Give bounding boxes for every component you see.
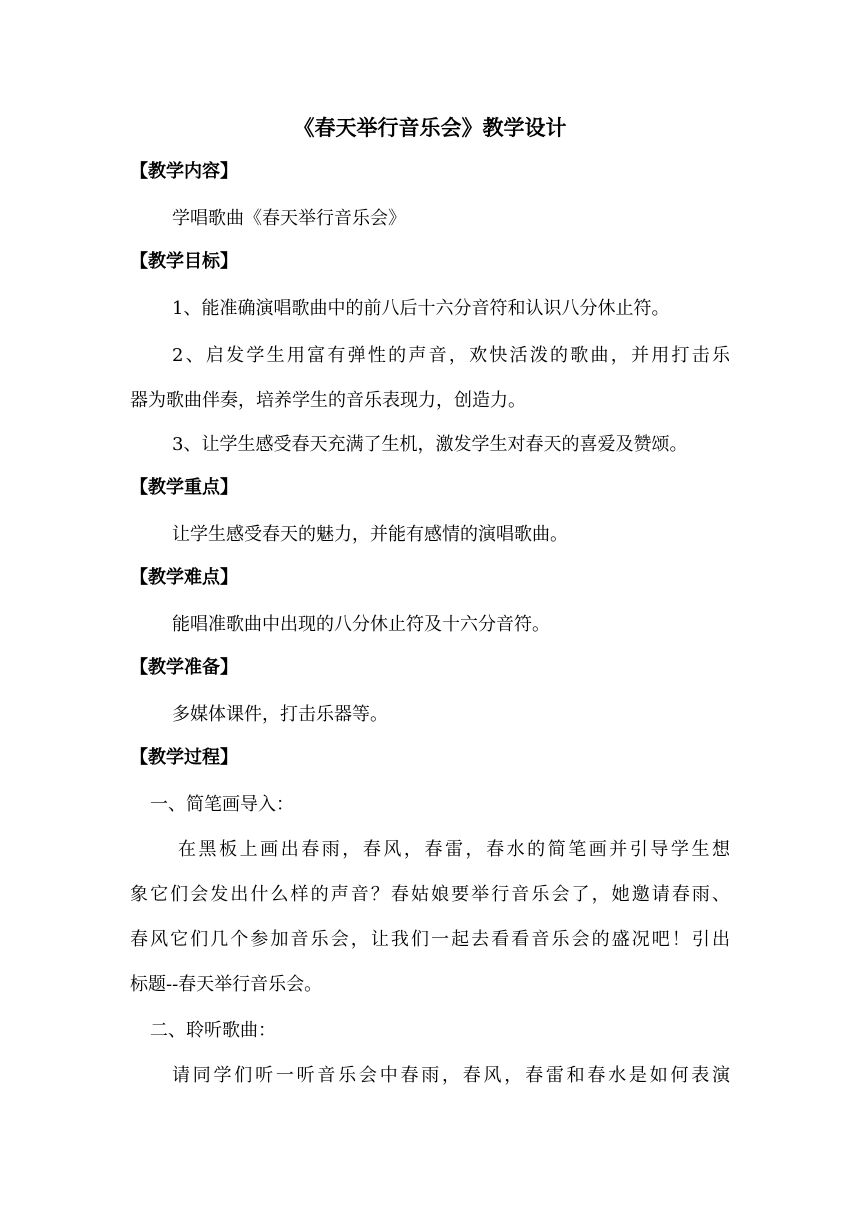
paragraph-goal-3 — [130, 422, 730, 467]
text-line: 在黑板上画出春雨，春风，春雷，春水的简笔画并引导学生想 — [178, 839, 730, 860]
text-line: 一、简笔画导入： — [150, 794, 294, 815]
text-line: 1、能准确演唱歌曲中的前八后十六分音符和认识八分休止符。 — [172, 298, 670, 319]
paragraph-step-2 — [130, 1053, 730, 1098]
text-line: 3、让学生感受春天充满了生机，激发学生对春天的喜爱及赞颂。 — [172, 434, 688, 455]
paragraph-key-points — [130, 512, 730, 557]
paragraph-step-1 — [130, 827, 730, 1007]
heading-teaching-goals: 【教学目标】 — [130, 251, 238, 272]
paragraph-difficulties — [130, 602, 730, 647]
heading-teaching-content: 【教学内容】 — [130, 161, 238, 182]
heading-difficulties: 【教学难点】 — [130, 567, 238, 588]
text-line: 二、聆听歌曲： — [150, 1020, 276, 1041]
paragraph-preparation — [130, 692, 730, 737]
text-line: 象它们会发出什么样的声音？春姑娘要举行音乐会了，她邀请春雨、 — [130, 884, 730, 905]
text-line: 2、启发学生用富有弹性的声音，欢快活泼的歌曲，并用打击乐 — [172, 345, 730, 366]
text-line: 器为歌曲伴奏，培养学生的音乐表现力，创造力。 — [130, 390, 526, 411]
heading-preparation: 【教学准备】 — [130, 657, 238, 678]
process-step-1-title — [130, 782, 730, 827]
text-line: 多媒体课件，打击乐器等。 — [172, 704, 388, 725]
text-line: 学唱歌曲《春天举行音乐会》 — [172, 208, 406, 229]
text-line: 标题--春天举行音乐会。 — [130, 974, 323, 995]
heading-process: 【教学过程】 — [130, 747, 238, 768]
text-line: 请同学们听一听音乐会中春雨，春风，春雷和春水是如何表演 — [172, 1065, 730, 1086]
text-line: 让学生感受春天的魅力，并能有感情的演唱歌曲。 — [172, 524, 568, 545]
process-step-2-title — [130, 1008, 730, 1053]
paragraph-teaching-content — [130, 196, 730, 241]
paragraph-goal-2 — [130, 333, 730, 423]
heading-key-points: 【教学重点】 — [130, 477, 238, 498]
text-line: 春风它们几个参加音乐会，让我们一起去看看音乐会的盛况吧！引出 — [130, 929, 730, 950]
text-line: 能唱准歌曲中出现的八分休止符及十六分音符。 — [172, 614, 550, 635]
document-title: 《春天举行音乐会》教学设计 — [293, 115, 567, 140]
paragraph-goal-1 — [130, 286, 730, 331]
